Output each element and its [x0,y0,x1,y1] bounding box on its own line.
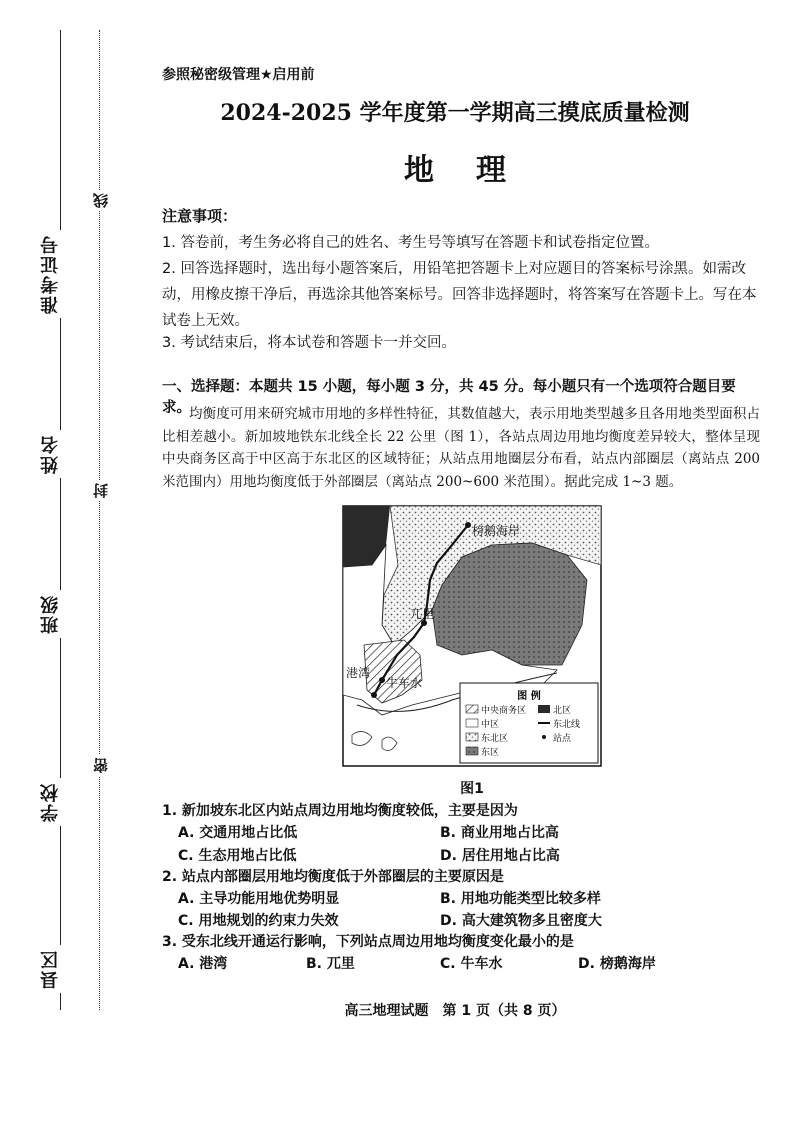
exam-title: 2024-2025 学年度第一学期高三摸底质量检测 [220,100,690,126]
margin-label-class: 班级 [38,590,64,638]
legend-label: 北区 [553,706,572,716]
legend-label: 中区 [481,720,500,730]
question-3-option-a: A. 港湾 [178,956,228,972]
margin-mark-seal: 封 [90,480,111,501]
margin-mark-secret: 密 [90,755,111,776]
map-station-label: 牛车水 [386,676,423,690]
margin-label-county: 县区 [38,945,64,993]
legend-label: 站点 [553,734,572,744]
notice-item-1: 1. 答卷前，考生务必将自己的姓名、考生号等填写在答题卡和试卷指定位置。 [162,235,659,251]
margin-mark-line: 线 [90,190,111,211]
map-station [371,692,377,698]
page-footer: 高三地理试题 第 1 页（共 8 页） [344,1003,566,1019]
legend-label: 东北区 [481,734,509,744]
legend-title: 图 例 [517,691,541,702]
question-2-option-d: D. 高大建筑物多且密度大 [440,913,602,929]
question-1-option-a: A. 交通用地占比低 [178,825,298,841]
figure-1-map [342,505,602,767]
question-1-option-c: C. 生态用地占比低 [178,848,297,864]
legend-swatch-central [466,719,478,727]
question-3-stem: 3. 受东北线开通运行影响，下列站点周边用地均衡度变化最小的是 [162,934,574,950]
margin-label-name: 姓名 [38,430,64,478]
notice-item-3: 3. 考试结束后，将本试卷和答题卡一并交回。 [162,335,456,351]
question-2-stem: 2. 站点内部圈层用地均衡度低于外部圈层的主要原因是 [162,869,504,885]
passage: 均衡度可用来研究城市用地的多样性特征，其数值越大，表示用地类型越多且各用地类型面积占比相差越小。新加坡地铁东北线全长 22 公里（图 1），各站点周边用地均衡度差异较大，整体呈现中央商务区高于中区高于东北区的区域特征；从站点用地圈层分布看，站点内部圈层（离站点 200 米范围内）用地均衡度低于外部圈层（离站点 200~600 米范围）。据此完成 1~3 题。 [162,406,760,490]
legend-swatch-northeast [466,733,478,741]
map-station [465,522,471,528]
question-1-option-b: B. 商业用地占比高 [440,825,559,841]
legend-swatch-north [538,705,550,713]
map-station-label: 兀里 [410,607,435,621]
legend-swatch-east [466,747,478,755]
question-2-option-a: A. 主导功能用地优势明显 [178,891,340,907]
section-heading: 一、选择题：本题共 15 小题，每小题 3 分，共 45 分。每小题只有一个选项符合题目要求。 [162,379,736,416]
map-station-label: 榜鹅海岸 [472,524,521,538]
secret-level: 参照秘密级管理★启用前 [162,67,315,83]
legend-label: 东区 [481,748,500,758]
subject-title: 地理 [404,153,548,188]
margin-solid-line [60,30,61,1010]
notice-item-2: 2. 回答选择题时，选出每小题答案后，用铅笔把答题卡上对应题目的答案标号涂黑。如需改动，用橡皮擦干净后，再选涂其他答案标号。回答非选择题时，将答案写在答题卡上。写在本试卷上无效。 [162,261,757,329]
question-3-option-c: C. 牛车水 [440,956,503,972]
notice-heading: 注意事项： [162,207,238,225]
legend-swatch-cbd [466,705,478,713]
margin-label-school: 学校 [38,778,64,826]
question-2-option-b: B. 用地功能类型比较多样 [440,891,601,907]
question-2-option-c: C. 用地规划的约束力失效 [178,913,339,929]
margin-label-exam-number: 准考证号 [38,230,64,318]
question-1-option-d: D. 居住用地占比高 [440,848,560,864]
map-station [379,677,385,683]
legend-label: 东北线 [553,720,581,730]
figure-caption: 图1 [460,781,484,797]
question-3-option-d: D. 榜鹅海岸 [578,956,656,972]
question-3-option-b: B. 兀里 [306,956,355,972]
legend-swatch-station [542,735,546,739]
map-station-label: 港湾 [346,666,371,680]
question-1-stem: 1. 新加坡东北区内站点周边用地均衡度较低，主要是因为 [162,803,518,819]
legend-label: 中央商务区 [481,706,527,716]
margin-dotted-line [99,30,100,1010]
